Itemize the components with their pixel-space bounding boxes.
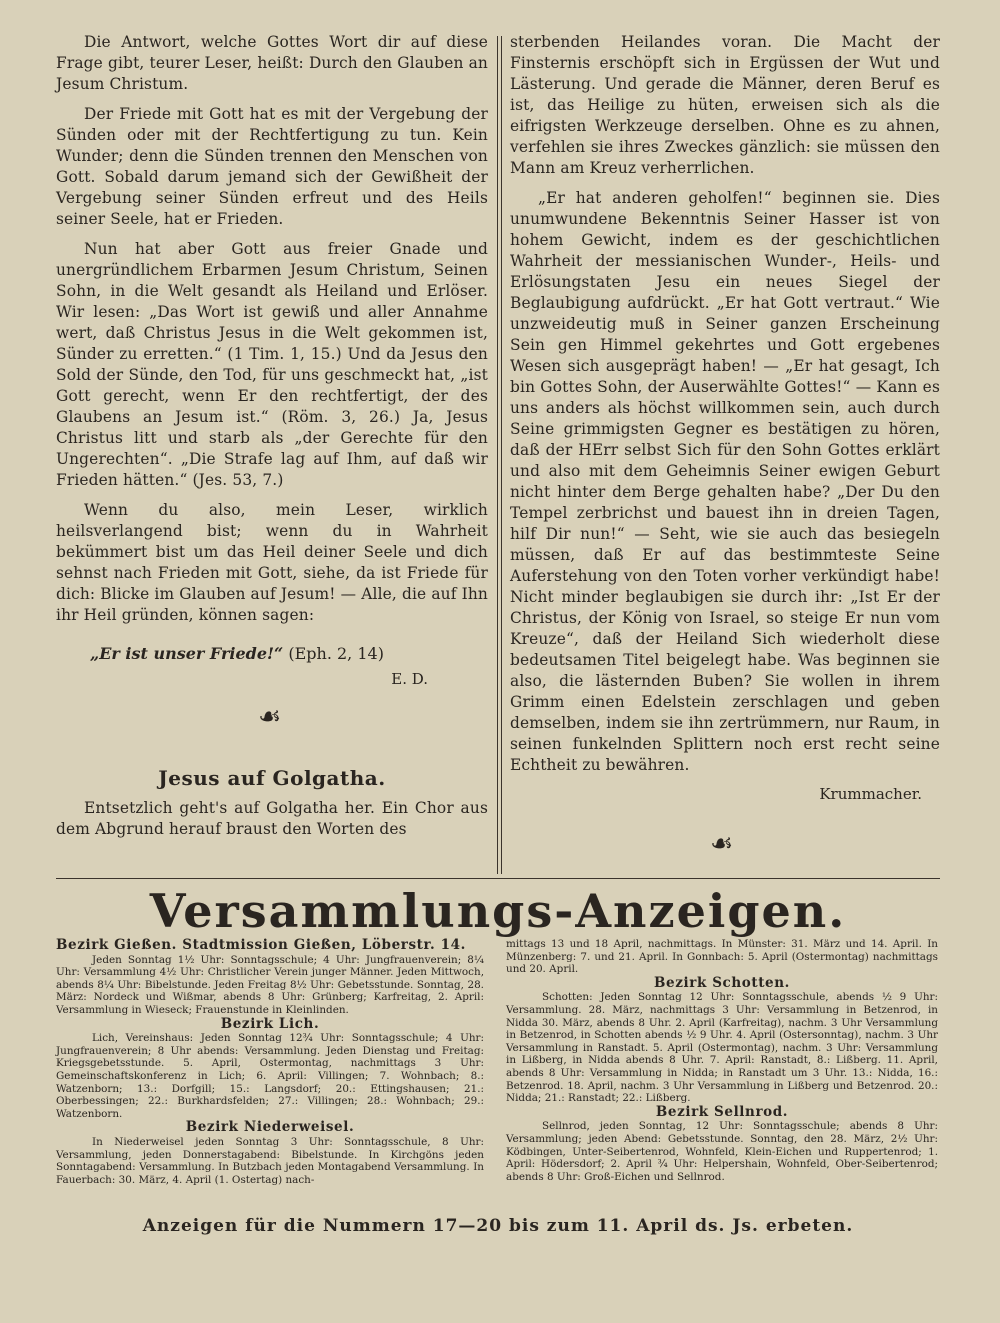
district-text-niederweisel: In Niederweisel jeden Sonntag 3 Uhr: Sonntagsschule, 8 Uhr: Versammlung, jeden Donnerstagabend: Bibelstunde. In Kirchgöns jeden Sonntagabend: Versammlung. In Butzbach jeden Montagabend Versammlung. In Fauerbach: 30. März, 4. April (1. Ostertag) nach- xyxy=(56,1135,484,1186)
announcements-left xyxy=(56,938,484,1186)
announcements-footer: Anzeigen für die Nummern 17—20 bis zum 11. April ds. Js. erbeten. xyxy=(142,1216,854,1236)
announcements-title: Versammlungs-Anzeigen. xyxy=(149,884,847,938)
section-divider xyxy=(56,878,940,879)
ornament-icon: ☙ xyxy=(258,702,282,732)
district-text-giessen: Jeden Sonntag 1½ Uhr: Sonntagsschule; 4 Uhr: Jungfrauenverein; 8¼ Uhr: Versammlung 4½ Uhr: Christlicher Verein junger Männer. Jeden Mittwoch, abends 8¼ Uhr: Bibelstunde. Jeden Freitag 8½ Uhr: Gebetsstunde. Sonntag, 28. März: Nordeck und Wißmar, abends 8 Uhr: Grünberg; Karfreitag, 2. April: Versammlung in Wieseck; Frauenstunde in Kleinlinden. xyxy=(56,953,484,1016)
author-signature: Krummacher. xyxy=(819,785,922,803)
district-heading-lich: Bezirk Lich. xyxy=(220,1015,320,1032)
ornament-icon-right: ☙ xyxy=(710,829,734,859)
district-heading-sellnrod: Bezirk Sellnrod. xyxy=(655,1103,789,1120)
left-column xyxy=(56,32,488,849)
district-text-continued: mittags 13 und 18 April, nachmittags. In Münster: 31. März und 14. April. In Münzenberg: 7. und 21. April. In Gonnbach: 5. April (Ostermontag) nachmittags und 20. April. xyxy=(506,938,938,976)
quote-text: „Er ist unser Friede!“ xyxy=(90,644,284,663)
district-text-lich: Lich, Vereinshaus: Jeden Sonntag 12¾ Uhr: Sonntagsschule; 4 Uhr: Jungfrauenverein; 8 Uhr abends: Versammlung. Jeden Dienstag und Freitag: Kriegsgebetsstunde. 5. April, Ostermontag, nachmittags 3 Uhr: Gemeinschaftskonferenz in Lich; 6. April: Villingen; 7. Wohnbach; 8.: Watzenborn; 13.: Dorfgill; 15.: Langsdorf; 20.: Ettingshausen; 21.: Oberbessingen; 22.: Burkhardsfelden; 27.: Villingen; 28.: Wohnbach; 29.: Watzenborn. xyxy=(56,1032,484,1120)
article-signature: E. D. xyxy=(391,670,428,688)
district-text-sellnrod: Sellnrod, jeden Sonntag, 12 Uhr: Sonntagsschule; abends 8 Uhr: Versammlung; jeden Abend: Gebetsstunde. Sonntag, den 28. März, 2½ Uhr: Ködbingen, Unter-Seibertenrod, Wohnfeld, Klein-Eichen und Ruppertenrod; 1. April: Hödersdorf; 2. April ¾ Uhr: Helpershain, Wohnfeld, Ober-Seibertenrod; abends 8 Uhr: Groß-Eichen und Sellnrod. xyxy=(506,1120,938,1183)
district-heading-schotten: Bezirk Schotten. xyxy=(654,974,790,991)
district-heading-niederweisel: Bezirk Niederweisel. xyxy=(185,1119,355,1136)
district-text-schotten: Schotten: Jeden Sonntag 12 Uhr: Sonntagsschule, abends ½ 9 Uhr: Versammlung. 28. März, nachmittags 3 Uhr: Versammlung in Betzenrod, in Nidda 30. März, abends 8 Uhr. 2. April (Karfreitag), nachm. 3 Uhr Versammlung in Betzenrod, in Schotten abends ½ 9 Uhr. 4. April (Ostersonntag), nachm. 3 Uhr Versammlung in Ranstadt. 5. April (Ostermontag), nachm. 3 Uhr: Versammlung in Lißberg, in Nidda abends 8 Uhr. 7. April: Ranstadt, 8.: Lißberg. 11. April, abends 8 Uhr: Versammlung in Nidda; in Ranstadt um 3 Uhr. 13.: Nidda, 16.: Betzenrod. 18. April, nachm. 3 Uhr Versammlung in Lißberg und Betzenrod. 20.: Nidda; 21.: Ranstadt; 22.: Lißberg. xyxy=(506,991,938,1105)
announcements-right xyxy=(506,938,938,1183)
left-paragraph-2: Der Friede mit Gott hat es mit der Vergebung der Sünden oder mit der Rechtfertigung zu tun. Kein Wunder; denn die Sünden trennen den Menschen von Gott. Sobald darum jemand sich der Gewißheit der Vergebung seiner Sünden erfreut und des Heils seiner Seele, hat er Frieden. xyxy=(56,105,488,228)
scripture-quote xyxy=(90,642,488,666)
right-paragraph-2: „Er hat anderen geholfen!“ beginnen sie. Dies unumwundene Bekenntnis Seiner Hasser ist von hohem Gewicht, indem es der geschichtlichen Wahrheit der messianischen Wunder-, Heils- und Erlösungstaten Jesu ein neues Siegel der Beglaubigung aufdrückt. „Er hat Gott vertraut.“ Wie unzweideutig muß in Seiner ganzen Erscheinung Sein gen Himmel gekehrtes und Gott ergebenes Wesen sich ausgeprägt haben! — „Er hat gesagt, Ich bin Gottes Sohn, der Auserwählte Gottes!“ — Kann es uns anders als höchst willkommen sein, auch durch Seine grimmigsten Gegner es bestätigen zu hören, daß der HErr selbst Sich für den Sohn Gottes erklärt und also mit dem Geheimnis Seiner ewigen Geburt nicht hinter dem Berge gehalten habe? „Der Du den Tempel zerbrichst und bauest ihn in dreien Tagen, hilf Dir nun!“ — Seht, wie sie auch das besiegeln müssen, daß Er auf das bestimmteste Seine Auferstehung von den Toten vorher verkündigt habe! Nicht minder beglaubigen sie durch ihr: „Ist Er der Christus, der König von Israel, so steige Er nun vom Kreuze“, daß der Heiland Sich wiederholt diese bedeutsamen Titel beigelegt habe. Was beginnen sie also, die lästernden Buben? Sie wollen in ihrem Grimm einen Edelstein zerschlagen und geben demselben, indem sie ihn zertrümmern, nur Raum, in seinen funkelnden Splittern noch erst recht seine Echtheit zu bewähren. xyxy=(510,189,940,774)
left-paragraph-4: Wenn du also, mein Leser, wirklich heilsverlangend bist; wenn du in Wahrheit bekümmert bist um das Heil deiner Seele und dich sehnst nach Frieden mit Gott, siehe, da ist Friede für dich: Blicke im Glauben auf Jesum! — Alle, die auf Ihn ihr Heil gründen, können sagen: xyxy=(56,501,488,624)
right-column xyxy=(510,32,940,859)
left-paragraph-1: Die Antwort, welche Gottes Wort dir auf diese Frage gibt, teurer Leser, heißt: Durch den Glauben an Jesum Christum. xyxy=(56,33,488,93)
left-paragraph-3: Nun hat aber Gott aus freier Gnade und unergründlichem Erbarmen Jesum Christum, Seinen Sohn, in die Welt gesandt als Heiland und Erlöser. Wir lesen: „Das Wort ist gewiß und aller Annahme wert, daß Christus Jesus in die Welt gekommen ist, Sünder zu erretten.“ (1 Tim. 1, 15.) Und da Jesus den Sold der Sünde, den Tod, für uns geschmeckt hat, „ist Gott gerecht, wenn Er den rechtfertigt, der des Glaubens an Jesum ist.“ (Röm. 3, 26.) Ja, Jesus Christus litt und starb als „der Gerechte für den Ungerechten“. „Die Strafe lag auf Ihm, auf daß wir Frieden hätten.“ (Jes. 53, 7.) xyxy=(56,240,488,489)
district-heading-giessen: Bezirk Gießen. Stadtmission Gießen, Löberstr. 14. xyxy=(56,937,466,953)
right-paragraph-1: sterbenden Heilandes voran. Die Macht der Finsternis erschöpft sich in Ergüssen der Wut und Lästerung. Und gerade die Männer, deren Beruf es ist, das Heilige zu hüten, erweisen sich als die eifrigsten Werkzeuge derselben. Ohne es zu ahnen, verfehlen sie ihres Zweckes gänzlich: sie müssen den Mann am Kreuz verherrlichen. xyxy=(510,33,940,177)
quote-reference: (Eph. 2, 14) xyxy=(288,644,384,663)
column-divider xyxy=(497,36,502,874)
section-title: Jesus auf Golgatha. xyxy=(158,766,386,790)
section-paragraph: Entsetzlich geht's auf Golgatha her. Ein Chor aus dem Abgrund herauf braust den Worten des xyxy=(56,799,488,838)
